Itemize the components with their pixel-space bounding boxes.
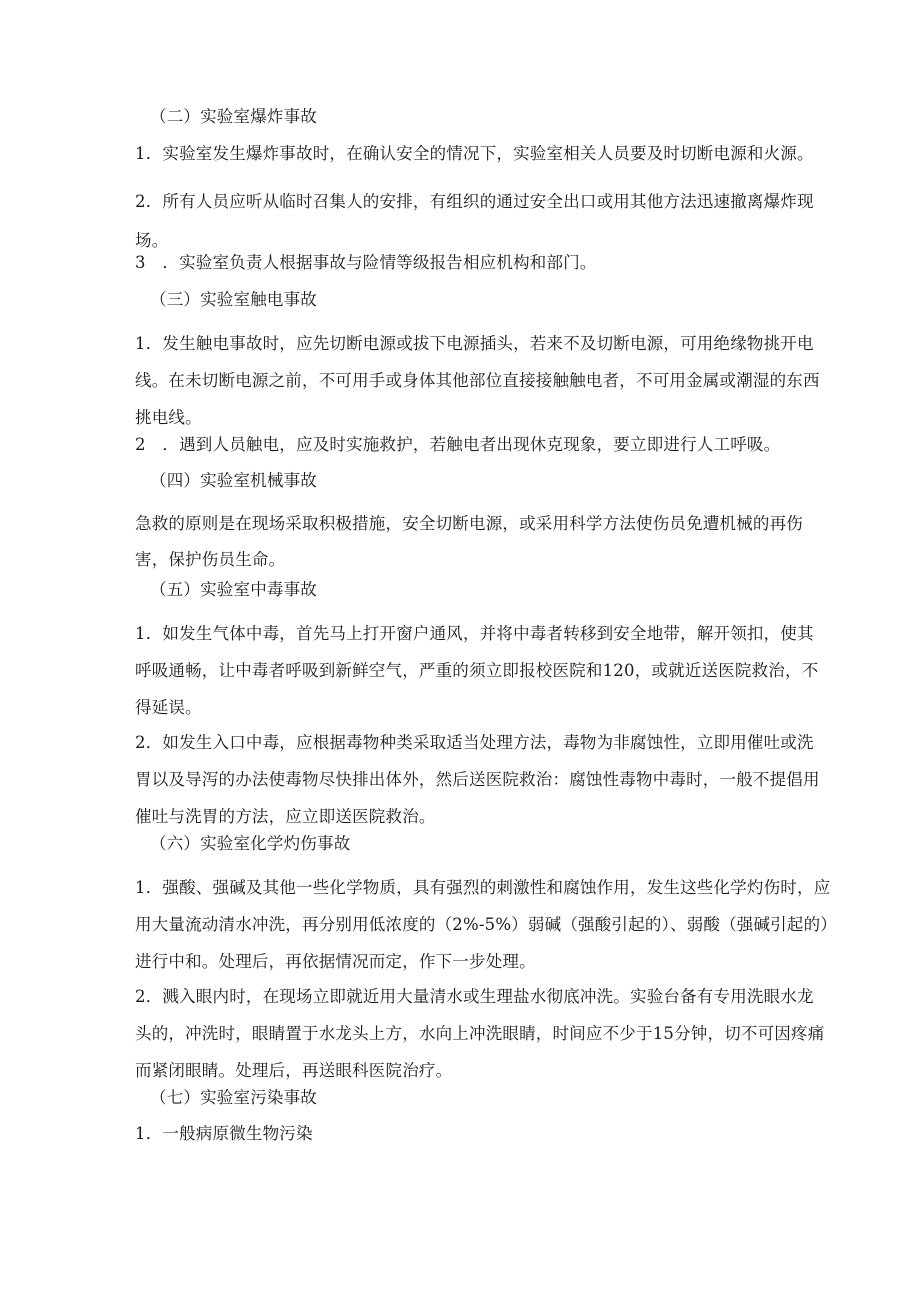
section-heading: （六）实验室化学灼伤事故: [150, 834, 351, 853]
document-page: （二）实验室爆炸事故 1．实验室发生爆炸事故时，在确认安全的情况下，实验室相关人员要及时切断电源和火源。 2．所有人员应听从临时召集人的安排，有组织的通过安全出口或用其他方法迅速撤离爆炸现场。 3 ．实验室负责人根据事故与险情等级报告相应机构和部门。 （三）实验室触电事故 1．发生触电事故时，应先切断电源或拔下电源插头，若来不及切断电源，可用绝缘物挑开电线。在未切断电源之前，不可用手或身体其他部位直接接触触电者，不可用金属或潮湿的东西挑电线。 2 ．遇到人员触电，应及时实施救护，若触电者出现休克现象，要立即进行人工呼吸。 （四）实验室机械事故 急救的原则是在现场采取积极措施，安全切断电源，或采用科学方法使伤员免遭机械的再伤害，保护伤员生命。 （五）实验室中毒事故 1．如发生气体中毒，首先马上打开窗户通风，并将中毒者转移到安全地带，解开领扣，使其呼吸通畅，让中毒者呼吸到新鲜空气，严重的须立即报校医院和120，或就近送医院救治，不得延误。 2．如发生入口中毒，应根据毒物种类采取适当处理方法，毒物为非腐蚀性，立即用催吐或洗胃以及导泻的办法使毒物尽快排出体外，然后送医院救治：腐蚀性毒物中毒时，一般不提倡用催吐与洗胃的方法，应立即送医院救治。 （六）实验室化学灼伤事故 1．强酸、强碱及其他一些化学物质，具有强烈的刺激性和腐蚀作用，发生这些化学灼伤时，应用大量流动清水冲洗，再分别用低浓度的（2%-5%）弱碱（强酸引起的）、弱酸（强碱引起的）进行中和。处理后，再依据情况而定，作下一步处理。 2．溅入眼内时，在现场立即就近用大量清水或生理盐水彻底冲洗。实验台备有专用洗眼水龙头的，冲洗时，眼睛置于水龙头上方，水向上冲洗眼睛，时间应不少于15分钟，切不可因疼痛而紧闭眼睛。处理后，再送眼科医院治疗。 （七）实验室污染事故 1．一般病原微生物污染: [135, 107, 831, 1143]
section-heading: （三）实验室触电事故: [150, 290, 317, 309]
section-heading: （四）实验室机械事故: [150, 471, 317, 490]
section-heading: （五）实验室中毒事故: [150, 580, 317, 599]
section-heading: （七）实验室污染事故: [150, 1088, 317, 1107]
section-heading: （二）实验室爆炸事故: [150, 107, 317, 126]
